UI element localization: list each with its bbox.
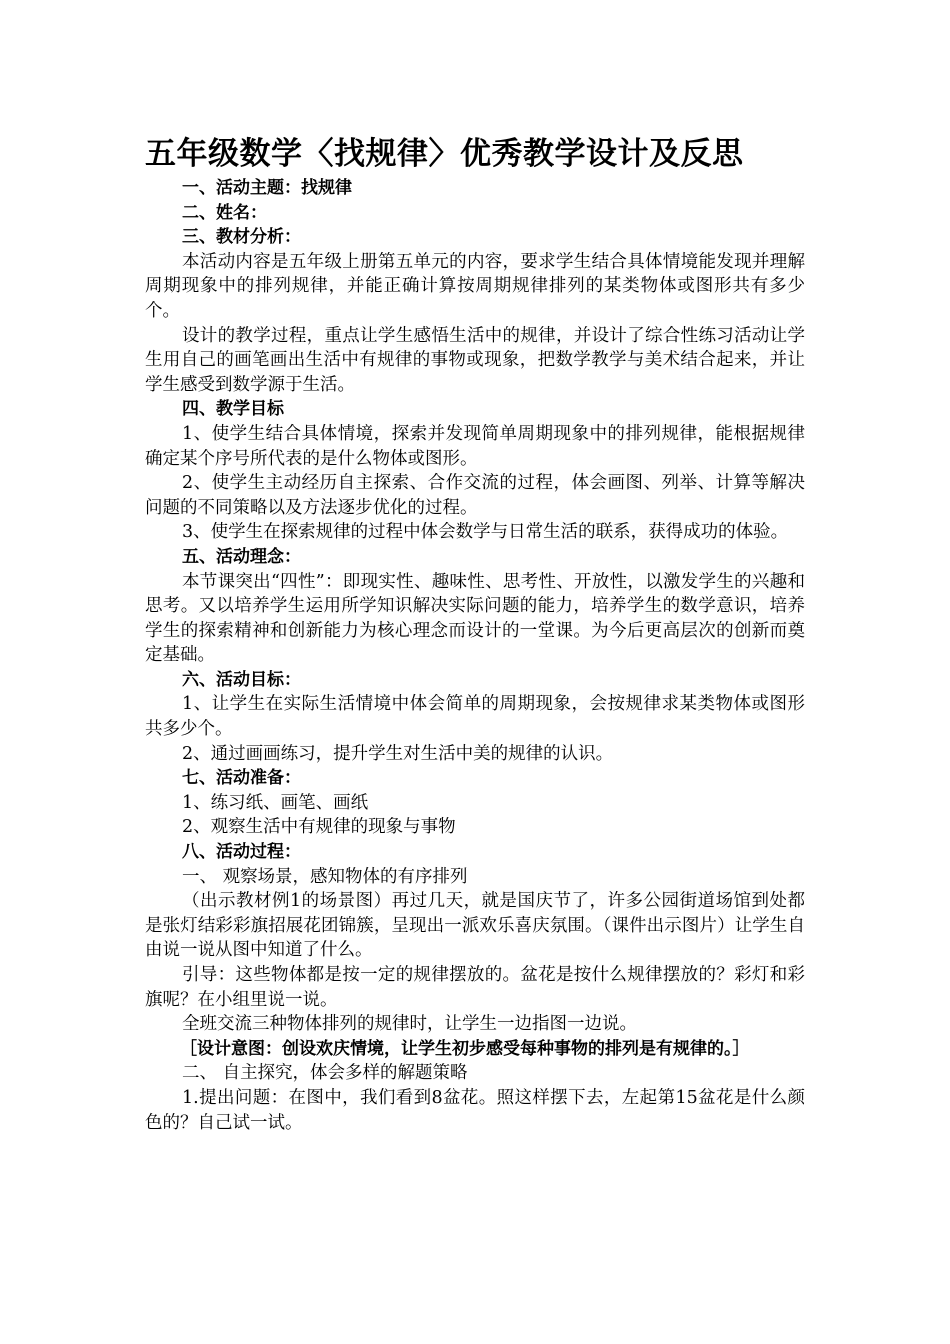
design-intent-note: ［设计意图：创设欢庆情境，让学生初步感受每种事物的排列是有规律的。］ — [180, 1038, 750, 1059]
paragraph: 3、使学生在探索规律的过程中体会数学与日常生活的联系，获得成功的体验。 — [182, 522, 789, 543]
section-heading-7: 七、活动准备： — [182, 768, 301, 789]
section-heading-4: 四、教学目标 — [182, 399, 284, 420]
document-body — [145, 176, 805, 1135]
paragraph: （出示教材例1的场景图）再过几天，就是国庆节了，许多公园街道场馆到处都是张灯结彩彩旗招展花团锦簇，呈现出一派欢乐喜庆氛围。（课件出示图片）让学生自由说一说从图中知道了什么。 — [145, 891, 805, 961]
section-heading-1: 一、活动主题：找规律 — [182, 178, 352, 198]
paragraph: 全班交流三种物体排列的规律时，让学生一边指图一边说。 — [182, 1014, 637, 1035]
paragraph: 1.提出问题：在图中，我们看到8盆花。照这样摆下去，左起第15盆花是什么颜色的？自己试一试。 — [145, 1087, 805, 1133]
section-heading-5: 五、活动理念： — [182, 546, 301, 567]
section-heading-3: 三、教材分析： — [182, 227, 301, 248]
paragraph: 2、观察生活中有规律的现象与事物 — [182, 817, 456, 838]
paragraph: 引导：这些物体都是按一定的规律摆放的。盆花是按什么规律摆放的？彩灯和彩旗呢？在小组里说一说。 — [145, 965, 805, 1010]
section-heading-6: 六、活动目标： — [182, 669, 301, 690]
section-heading-2: 二、姓名： — [182, 202, 267, 223]
paragraph: 1、练习纸、画笔、画纸 — [182, 792, 369, 813]
paragraph: 2、通过画画练习，提升学生对生活中美的规律的认识。 — [182, 743, 614, 764]
paragraph: 本活动内容是五年级上册第五单元的内容，要求学生结合具体情境能发现并理解周期现象中的排列规律，并能正确计算按周期规律排列的某类物体或图形共有多少个。 — [145, 251, 805, 321]
document-title: 五年级数学〈找规律〉优秀教学设计及反思 — [145, 136, 744, 172]
paragraph: 1、让学生在实际生活情境中体会简单的周期现象，会按规律求某类物体或图形共多少个。 — [145, 694, 805, 740]
paragraph: 1、使学生结合具体情境，探索并发现简单周期现象中的排列规律，能根据规律确定某个序号所代表的是什么物体或图形。 — [145, 423, 805, 469]
paragraph: 本节课突出“四性”：即现实性、趣味性、思考性、开放性，以激发学生的兴趣和思考。又以培养学生运用所学知识解决实际问题的能力，培养学生的数学意识，培养学生的探索精神和创新能力为核心理念而设计的一堂课。为今后更高层次的创新而奠定基础。 — [145, 571, 805, 666]
step-heading-1: 一、 观察场景，感知物体的有序排列 — [182, 866, 468, 887]
step-heading-2: 二、 自主探究，体会多样的解题策略 — [182, 1063, 468, 1084]
paragraph: 2、使学生主动经历自主探索、合作交流的过程，体会画图、列举、计算等解决问题的不同策略以及方法逐步优化的过程。 — [145, 473, 805, 518]
paragraph: 设计的教学过程，重点让学生感悟生活中的规律，并设计了综合性练习活动让学生用自己的画笔画出生活中有规律的事物或现象，把数学教学与美术结合起来，并让学生感受到数学源于生活。 — [145, 325, 805, 395]
section-heading-8: 八、活动过程： — [182, 842, 301, 863]
